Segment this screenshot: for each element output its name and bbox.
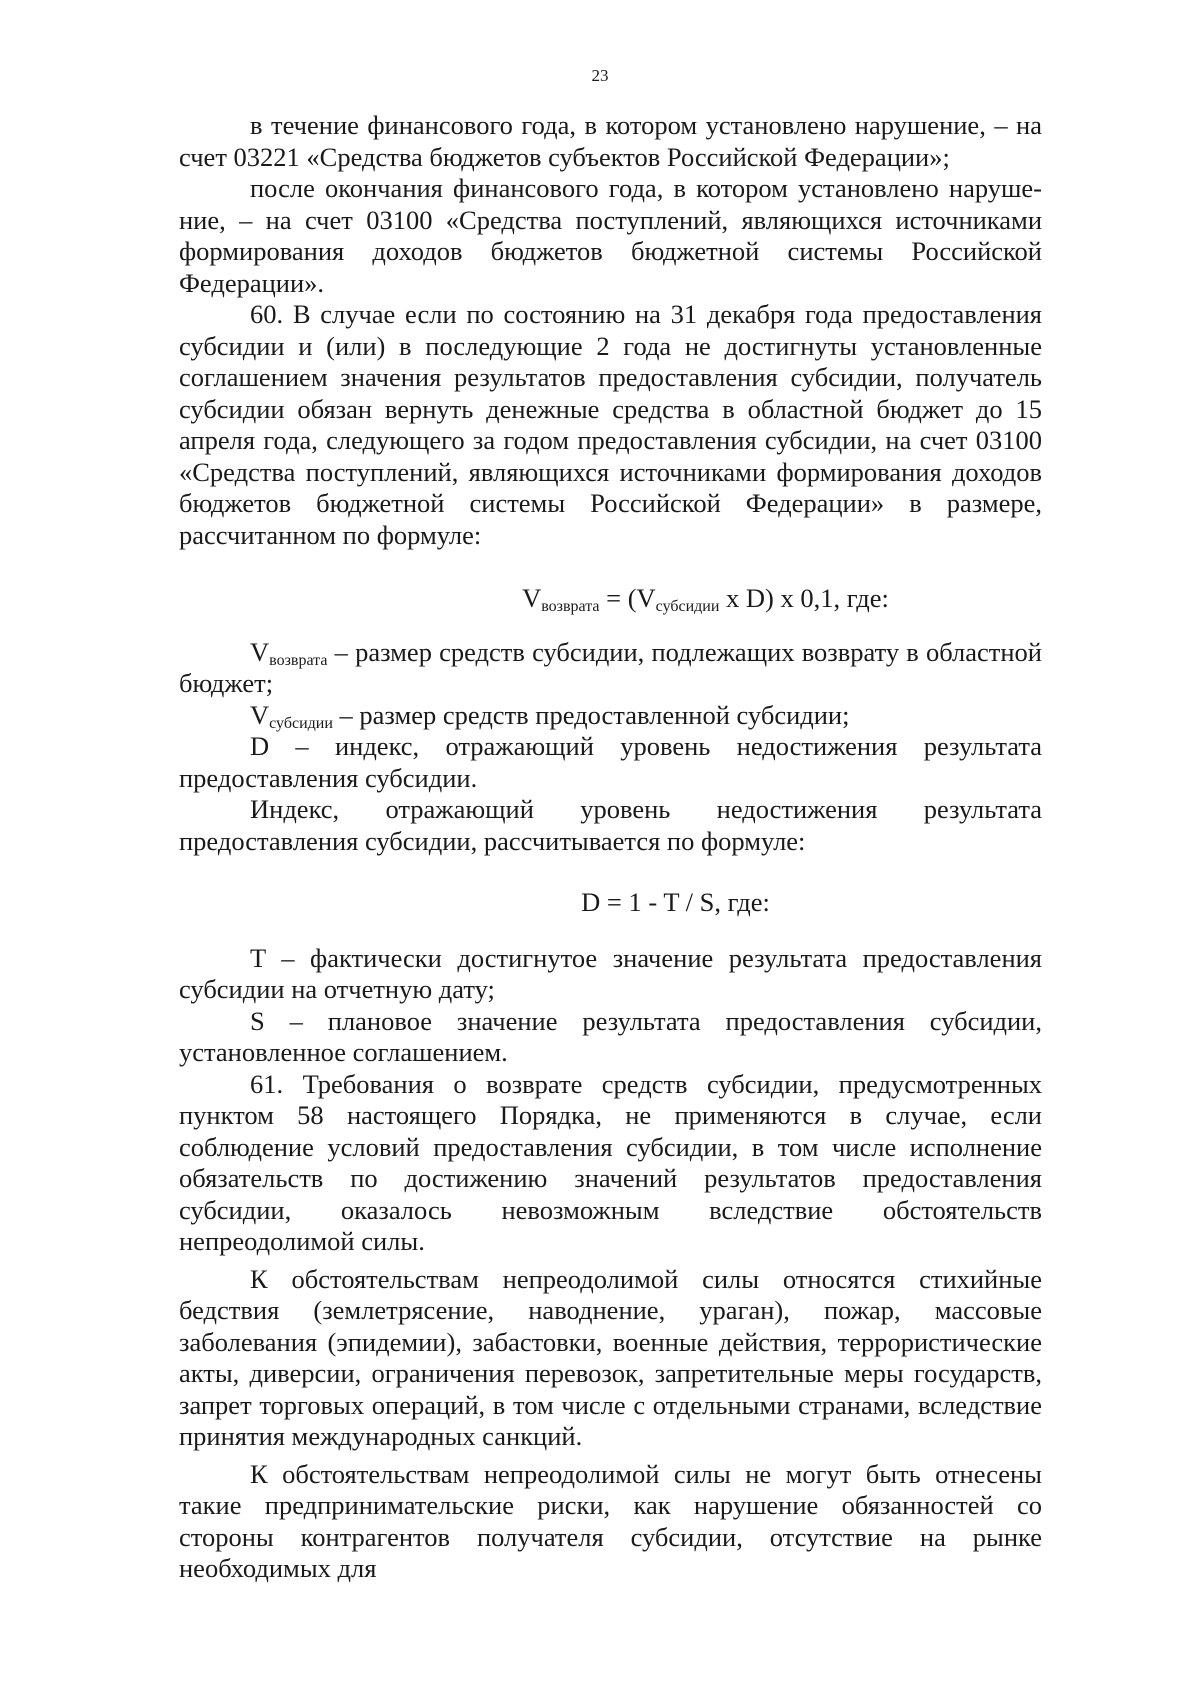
definition-v-return-symbol: V (250, 636, 270, 667)
definition-v-subsidy (179, 700, 1042, 732)
formula-v: V (522, 583, 542, 613)
formula-index: D = 1 - T / S, где: (581, 887, 770, 917)
paragraph-index: Индекс, отражающий уровень недостижения результата предоставления субсидии, рассчитывается по формуле: (179, 794, 1042, 856)
paragraph-force-majeure: К обстоятельствам непреодолимой силы относятся стихийные бедствия (землетрясение, наводнение, ураган), пожар, массовые заболевания (эпидемии), забастовки, военные действия, террористические акты, диверсии, ограничения перевозок, запретительные меры государств, запрет торговых операций, в том числе с отдельными странами, вследствие принятия международных санкций. (179, 1263, 1042, 1451)
formula-eq-open: = (V (599, 583, 656, 613)
paragraph-61: 61. Требования о возврате средств субсидии, предусмотренных пунктом 58 настоящего Порядка, не применяются в случае, если соблюдение условий предоставления субсидии, в том числе исполнение обязательств по достижению значений результатов предоставления субсидии, оказалось невозможным вследствие обстоятельств непреодолимой силы. (179, 1068, 1042, 1256)
document-body (179, 110, 1042, 1585)
definition-v-return-sub: возврата (269, 651, 328, 669)
paragraph-business-risks: К обстоятельствам непреодолимой силы не могут быть отнесены такие предпринимательские риски, как нарушение обязанностей со стороны контрагентов получателя субсидии, отсутствие на рынке необходимых для (179, 1458, 1042, 1583)
definition-v-subsidy-symbol: V (250, 699, 270, 730)
definition-v-return-text: – размер средств субсидии, подлежащих возврату в областной бюджет; (179, 636, 1042, 698)
page-number: 23 (591, 66, 609, 85)
definition-t: T – фактически достигнутое значение результата предоставления субсидии на отчетную дату; (179, 942, 1042, 1004)
definition-v-return (179, 637, 1042, 700)
paragraph-account-03100: после окончания финансового года, в котором установлено наруше-ние, – на счет 03100 «Средства поступлений, являющихся источниками формирования доходов бюджетов бюджетной системы Российской Федерации». (179, 173, 1042, 298)
paragraph-account-03221: в течение финансового года, в котором установлено нарушение, – на счет 03221 «Средства бюджетов субъектов Российской Федерации»; (179, 110, 1042, 172)
formula-sub-subsidy: субсидии (655, 598, 720, 615)
paragraph-60: 60. В случае если по состоянию на 31 декабря года предоставления субсидии и (или) в последующие 2 года не достигнуты установленные соглашением значения результатов предоставления субсидии, получатель субсидии обязан вернуть денежные средства в областной бюджет до 15 апреля года, следующего за годом предоставления субсидии, на счет 03100 «Средства поступлений, являющихся источниками формирования доходов бюджетов бюджетной системы Российской Федерации» в размере, рассчитанном по формуле: (179, 299, 1042, 550)
definition-d: D – индекс, отражающий уровень недостижения результата предоставления субсидии. (179, 731, 1042, 793)
definition-v-subsidy-text: – размер средств предоставленной субсидии; (332, 699, 850, 730)
definition-s: S – плановое значение результата предоставления субсидии, установленное соглашением. (179, 1005, 1042, 1067)
definition-v-subsidy-sub: субсидии (269, 714, 333, 732)
formula-return-amount (179, 583, 1042, 615)
formula-sub-return: возврата (541, 598, 600, 615)
formula-rest: x D) x 0,1, где: (719, 583, 889, 613)
